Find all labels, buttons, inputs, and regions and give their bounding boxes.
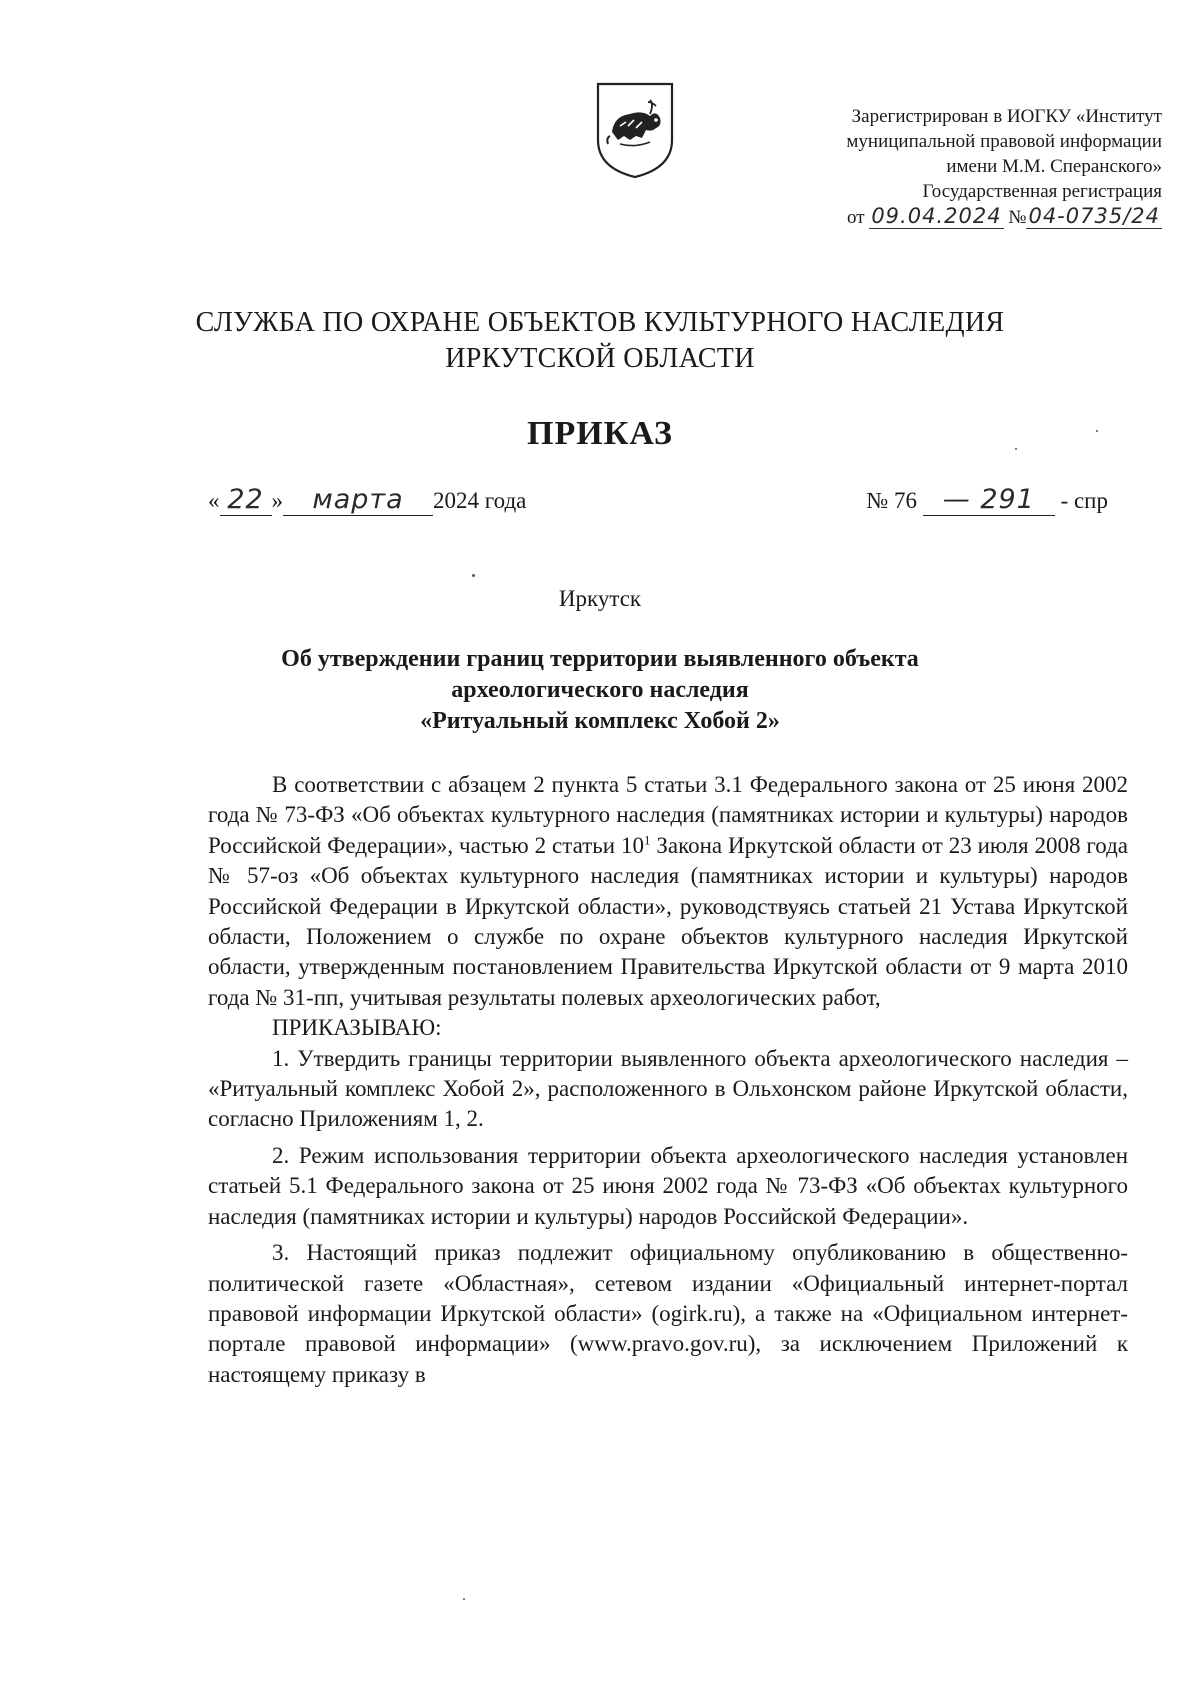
- article-superscript: 1: [643, 832, 651, 848]
- organization-line-1: СЛУЖБА ПО ОХРАНЕ ОБЪЕКТОВ КУЛЬТУРНОГО НАСЛЕДИЯ: [195, 307, 1005, 338]
- preamble-part-b: Закона Иркутской области от 23 июля 2008 года № 57-оз «Об объектах культурного наследия (памятниках истории и культуры) народов Российской Федерации в Иркутской области», руководствуясь статьей 21 Устава Иркутской области, Положением о службе по охране объектов культурного наследия Иркутской области, утвержденным постановлением Правительства Иркутской области от 9 марта 2010 года № 31-пп, учитывая результаты полевых археологических работ,: [208, 832, 1128, 1010]
- organization-line-2: ИРКУТСКОЙ ОБЛАСТИ: [445, 343, 755, 374]
- registration-number-prefix: №: [1008, 207, 1027, 228]
- date-open-quote: «: [208, 488, 220, 513]
- date-close-quote: »: [271, 488, 283, 513]
- order-number-prefix: № 76: [866, 488, 918, 513]
- subject-line-1: Об утверждении границ территории выявленного объекта: [281, 646, 919, 672]
- preamble-paragraph: [208, 770, 1128, 1013]
- registration-line-4: Государственная регистрация: [922, 181, 1162, 202]
- registration-date-prefix: от: [847, 207, 865, 228]
- scan-speck: [472, 574, 475, 577]
- date-day: 22: [220, 484, 272, 516]
- order-body: [208, 770, 1128, 1390]
- order-subject: [0, 644, 1200, 737]
- registration-line-1: Зарегистрирован в ИОГКУ «Институт: [851, 106, 1162, 127]
- order-number-suffix: - спр: [1060, 488, 1108, 513]
- registration-line-3: имени М.М. Сперанского»: [946, 156, 1162, 177]
- coat-of-arms-icon: [590, 80, 680, 180]
- order-number: [866, 484, 1108, 516]
- scan-speck: [1015, 448, 1017, 450]
- registration-date-line: [682, 204, 1162, 230]
- subject-line-3: «Ритуальный комплекс Хобой 2»: [420, 708, 780, 734]
- registration-number-value: 04-0735/24: [1028, 204, 1160, 228]
- subject-line-2: археологического наследия: [451, 677, 749, 703]
- clause-3: 3. Настоящий приказ подлежит официальному опубликованию в общественно-политической газете «Областная», сетевом издании «Официальный интернет-портал правовой информации Иркутской области» (ogirk.ru), а также на «Официальном интернет-портале правовой информации» (www.pravo.gov.ru), за исключением Приложений к настоящему приказу в: [208, 1240, 1128, 1387]
- date-month: марта: [283, 484, 433, 516]
- document-type-title: ПРИКАЗ: [527, 415, 673, 452]
- order-word: ПРИКАЗЫВАЮ:: [272, 1015, 442, 1041]
- order-number-value: [923, 484, 1055, 516]
- order-date: [208, 484, 526, 516]
- clause-1: 1. Утвердить границы территории выявленного объекта археологического наследия – «Ритуальный комплекс Хобой 2», расположенного в Ольхонском районе Иркутской области, согласно Приложениям 1, 2.: [208, 1045, 1128, 1132]
- clause-2: 2. Режим использования территории объекта археологического наследия установлен статьей 5.1 Федерального закона от 25 июня 2002 года № 73-ФЗ «Об объектах культурного наследия (памятниках истории и культуры) народов Российской Федерации».: [208, 1142, 1128, 1229]
- registration-stamp: [682, 104, 1162, 230]
- organization-name: [0, 305, 1200, 377]
- preamble-part-a: В соответствии с абзацем 2 пункта 5 статьи 3.1 Федерального закона от 25 июня 2002 года № 73-ФЗ «Об объектах культурного наследия (памятниках истории и культуры) народов Российской Федерации», частью 2 статьи 10: [208, 772, 1128, 858]
- registration-date-value: 09.04.2024: [871, 204, 1002, 228]
- scan-speck: [1096, 430, 1098, 432]
- order-number-digits: 291: [980, 484, 1035, 515]
- date-year: 2024 года: [433, 488, 527, 513]
- scan-speck: [463, 1598, 465, 1600]
- registration-line-2: муниципальной правовой информации: [846, 131, 1162, 152]
- city-name: Иркутск: [558, 586, 642, 611]
- order-number-dash: —: [942, 484, 971, 515]
